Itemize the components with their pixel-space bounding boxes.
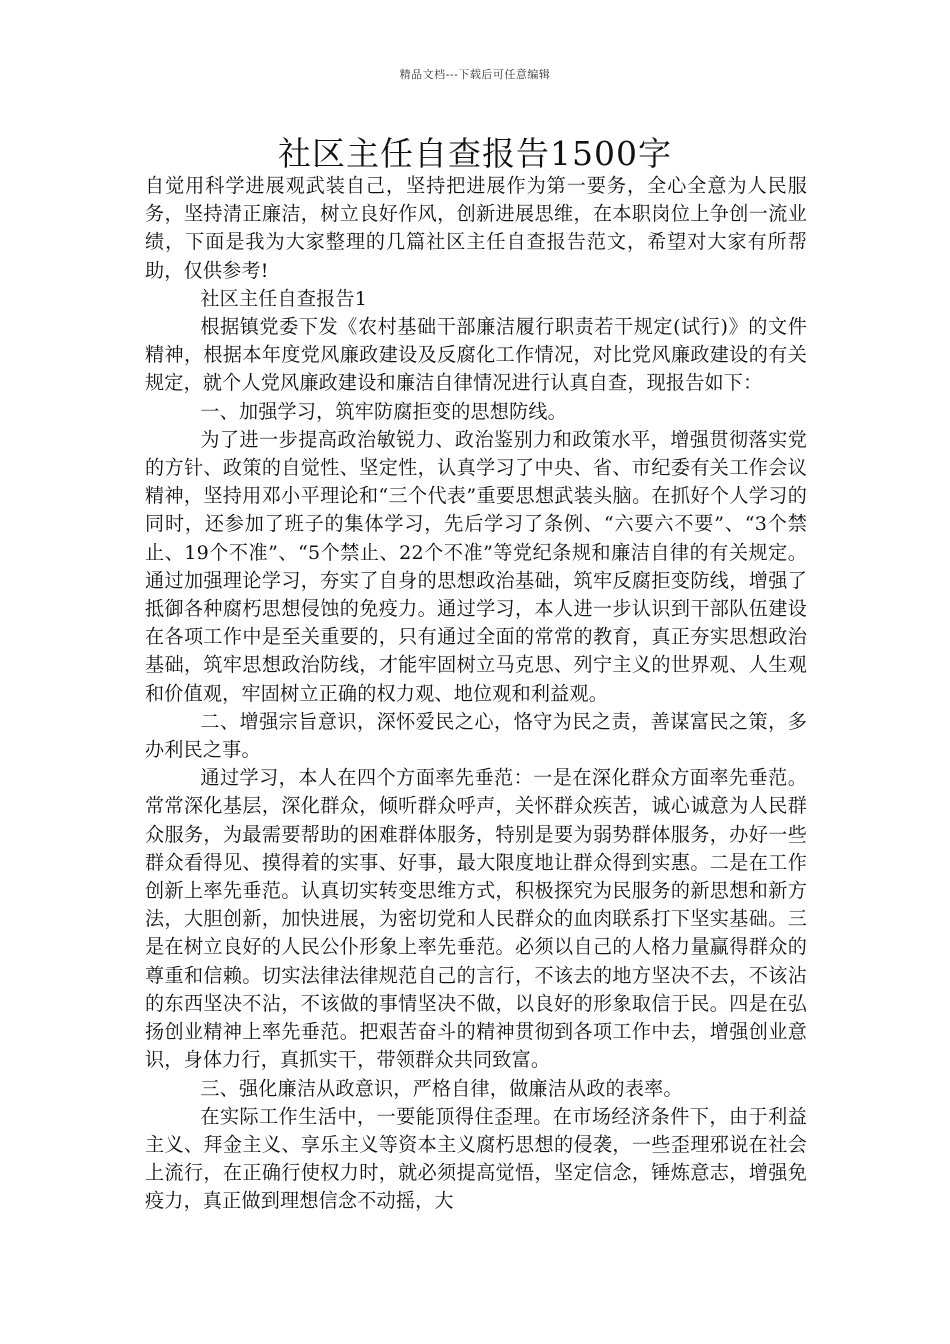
subheading: 一、加强学习，筑牢防腐拒变的思想防线。: [200, 399, 567, 423]
intro-paragraph: 自觉用科学进展观武装自己，坚持把进展作为第一要务，全心全意为人民服务，坚持清正廉洁，树立良好作风，创新进展思维，在本职岗位上争创一流业绩，下面是我为大家整理的几篇社区主任自查报告范文，希望对大家有所帮助，仅供参考!: [145, 174, 807, 282]
subheading: 二、增强宗旨意识，深怀爱民之心，恪守为民之责，善谋富民之策，多办利民之事。: [145, 709, 807, 762]
body-paragraph: 通过学习，本人在四个方面率先垂范：一是在深化群众方面率先垂范。常常深化基层，深化群众，倾听群众呼声，关怀群众疾苦，诚心诚意为人民群众服务，为最需要帮助的困难群体服务，特别是要为弱势群体服务，办好一些群众看得见、摸得着的实事、好事，最大限度地让群众得到实惠。二是在工作创新上率先垂范。认真切实转变思维方式，积极探究为民服务的新思想和新方法，大胆创新，加快进展，为密切党和人民群众的血肉联系打下坚实基础。三是在树立良好的人民公仆形象上率先垂范。必须以自己的人格力量赢得群众的尊重和信赖。切实法律法律规范自己的言行，不该去的地方坚决不去，不该沾的东西坚决不沾，不该做的事情坚决不做，以良好的形象取信于民。四是在弘扬创业精神上率先垂范。把艰苦奋斗的精神贯彻到各项工作中去，增强创业意识，身体力行，真抓实干，带领群众共同致富。: [145, 766, 807, 1072]
section-heading: 社区主任自查报告1: [200, 286, 368, 310]
body-paragraph: 为了进一步提高政治敏锐力、政治鉴别力和政策水平，增强贯彻落实党的方针、政策的自觉性、坚定性，认真学习了中央、省、市纪委有关工作会议精神，坚持用邓小平理论和“三个代表”重要思想武装头脑。在抓好个人学习的同时，还参加了班子的集体学习，先后学习了条例、“六要六不要”、“3个禁止、19个不准”、“5个禁止、22个不准”等党纪条规和廉洁自律的有关规定。通过加强理论学习，夯实了自身的思想政治基础，筑牢反腐拒变防线，增强了抵御各种腐朽思想侵蚀的免疫力。通过学习，本人进一步认识到干部队伍建设在各项工作中是至关重要的，只有通过全面的常常的教育，真正夯实思想政治基础，筑牢思想政治防线，才能牢固树立马克思、列宁主义的世界观、人生观和价值观，牢固树立正确的权力观、地位观和利益观。: [145, 427, 807, 705]
subheading: 三、强化廉洁从政意识，严格自律，做廉洁从政的表率。: [200, 1076, 683, 1100]
document-body: [145, 172, 807, 1216]
header-note: 精品文档---下载后可任意编辑: [399, 68, 551, 81]
page-title: 社区主任自查报告1500字: [278, 134, 672, 173]
body-paragraph: 根据镇党委下发《农村基础干部廉洁履行职责若干规定(试行)》的文件精神，根据本年度党风廉政建设及反腐化工作情况，对比党风廉政建设的有关规定，就个人党风廉政建设和廉洁自律情况进行认真自查，现报告如下：: [145, 315, 807, 395]
body-paragraph: 在实际工作生活中，一要能顶得住歪理。在市场经济条件下，由于利益主义、拜金主义、享乐主义等资本主义腐朽思想的侵袭，一些歪理邪说在社会上流行，在正确行使权力时，就必须提高觉悟，坚定信念，锤炼意志，增强免疫力，真正做到理想信念不动摇，大: [145, 1104, 807, 1213]
